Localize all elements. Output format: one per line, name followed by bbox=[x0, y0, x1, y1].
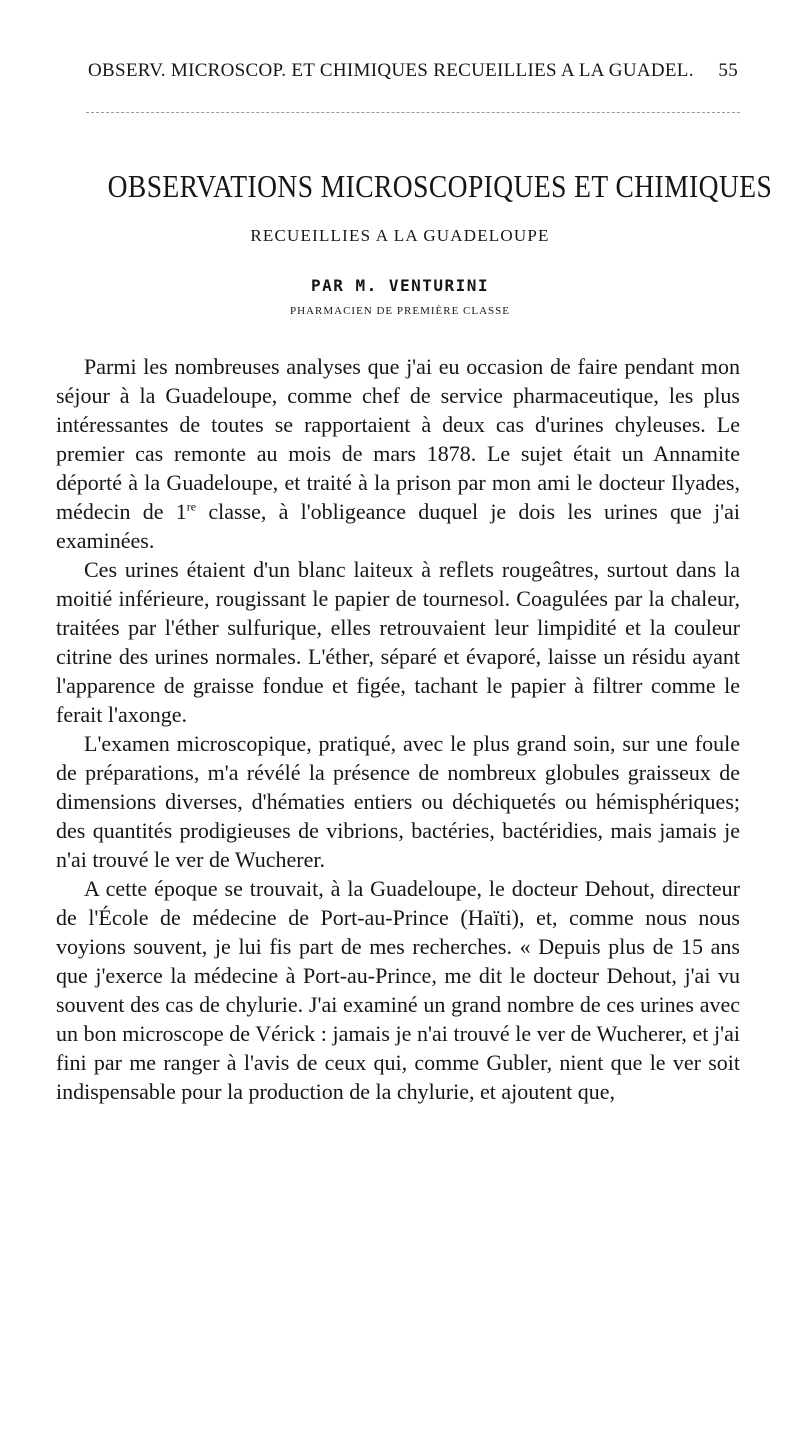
paragraph-4: A cette époque se trouvait, à la Guadeloupe, le docteur Dehout, directeur de l'École de médecine de Port-au-Prince (Haïti), et, comme nous nous voyions souvent, je lui fis part de mes recherches. « Depuis plus de 15 ans que j'exerce la médecine à Port-au-Prince, me dit le docteur Dehout, j'ai vu souvent des cas de chylurie. J'ai examiné un grand nombre de ces urines avec un bon microscope de Vérick : jamais je n'ai trouvé le ver de Wucherer, et j'ai fini par me ranger à l'avis de ceux qui, comme Gubler, nient que le ver soit indispensable pour la production de la chylurie, et ajoutent que, bbox=[56, 876, 740, 1104]
paragraph-3: L'examen microscopique, pratiqué, avec le plus grand soin, sur une foule de préparations, m'a révélé la présence de nombreux globules graisseux de dimensions diverses, d'hématies entiers ou déchiquetés ou hémisphériques; des quantités prodigieuses de vibrions, bactéries, bactéridies, mais jamais je n'ai trouvé le ver de Wucherer. bbox=[56, 731, 740, 872]
running-head bbox=[88, 60, 738, 82]
article-subtitle: RECUEILLIES A LA GUADELOUPE bbox=[250, 226, 550, 245]
running-title: OBSERV. MICROSCOP. ET CHIMIQUES RECUEILLIES A LA GUADEL. bbox=[88, 60, 694, 81]
article-author: PAR M. VENTURINI bbox=[310, 276, 490, 295]
paragraph-1: Parmi les nombreuses analyses que j'ai eu occasion de faire pendant mon séjour à la Guadeloupe, comme chef de service pharmaceutique, les plus intéressantes de toutes se rapportaient à deux cas d'urines chyleuses. Le premier cas remonte au mois de mars 1878. Le sujet était un Annamite déporté à la Guadeloupe, et traité à la prison par mon ami le docteur Ilyades, médecin de 1re classe, à l'obligeance duquel je dois les urines que j'ai examinées. bbox=[56, 354, 740, 553]
author-affiliation: PHARMACIEN DE PREMIÈRE CLASSE bbox=[290, 305, 510, 317]
superscript-re: re bbox=[186, 499, 197, 514]
paragraph-2: Ces urines étaient d'un blanc laiteux à reflets rougeâtres, surtout dans la moitié inférieure, rougissant le papier de tournesol. Coagulées par la chaleur, traitées par l'éther sulfurique, elles retrouvaient leur limpidité et la couleur citrine des urines normales. L'éther, séparé et évaporé, laisse un résidu ayant l'apparence de graisse fondue et figée, tachant le papier à filtrer comme le ferait l'axonge. bbox=[56, 557, 740, 727]
article-title: OBSERVATIONS MICROSCOPIQUES ET CHIMIQUES bbox=[107, 168, 773, 204]
page-number: 55 bbox=[718, 60, 738, 81]
header-rule bbox=[86, 112, 740, 113]
article-body bbox=[56, 352, 740, 1106]
